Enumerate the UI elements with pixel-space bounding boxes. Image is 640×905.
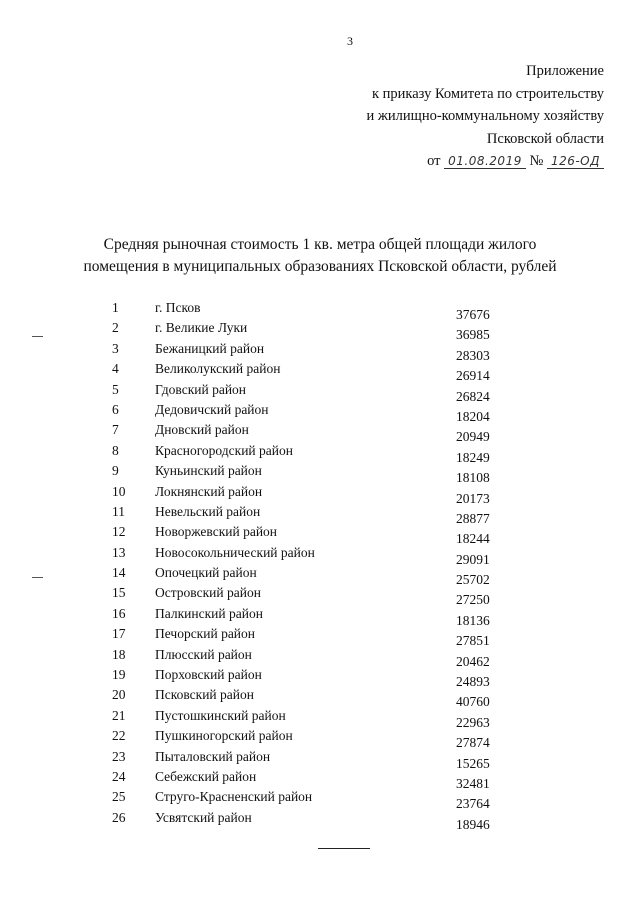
table-row [0,687,640,710]
price-value: 27874 [456,735,490,751]
row-number: 14 [112,565,126,581]
price-value: 27250 [456,592,490,608]
municipality-name: Гдовский район [155,381,247,397]
row-number: 1 [112,300,119,315]
table-row [0,524,640,547]
date-prefix: от [427,153,441,169]
number-prefix: № [529,153,544,169]
row-number: 6 [112,401,119,417]
municipality-name: Струго-Красненский район [155,789,313,805]
margin-mark [32,336,43,337]
appendix-title: Приложение [526,63,604,79]
table-row [0,565,640,588]
municipality-name: г. Псков [155,300,201,315]
price-value: 18108 [456,470,490,486]
row-number: 8 [112,442,119,458]
table-row [0,382,640,402]
municipality-name: Локнянский район [155,483,263,499]
table-row [0,300,640,320]
table-row [0,585,640,608]
row-number: 4 [112,361,119,377]
order-date-number-line [367,150,604,173]
price-value: 20949 [456,429,490,445]
table-row [0,810,640,830]
municipality-name: Бежаницкий район [155,340,265,356]
table-row [0,606,640,626]
municipality-name: Печорский район [155,626,256,642]
municipality-name: Пустошкинский район [155,707,286,723]
price-value: 37676 [456,307,490,322]
municipality-name: Опочецкий район [155,565,257,581]
table-row [0,320,640,343]
price-value: 32481 [456,775,490,791]
municipality-name: Себежский район [155,768,257,784]
table-row [0,463,640,486]
price-value: 28877 [456,510,490,526]
price-value: 20462 [456,653,490,669]
row-number: 26 [112,809,126,825]
municipality-name: Пыталовский район [155,748,271,764]
row-number: 22 [112,728,126,744]
price-value: 18249 [456,449,490,465]
row-number: 19 [112,667,126,683]
municipality-name: г. Великие Луки [155,320,248,336]
handwritten-number: 126-ОД [547,154,604,169]
handwritten-date: 01.08.2019 [444,154,526,169]
table-row [0,667,640,690]
municipality-name: Островский район [155,585,261,601]
page-number: 3 [347,34,353,48]
price-value: 27851 [456,633,490,649]
row-number: 3 [112,340,119,356]
price-value: 26824 [456,388,490,404]
price-value: 18204 [456,408,490,424]
row-number: 9 [112,463,119,479]
price-value: 40760 [456,694,490,710]
row-number: 11 [112,503,125,519]
price-value: 18136 [456,612,490,628]
price-value: 20173 [456,490,490,506]
table-row [0,749,640,769]
row-number: 24 [112,768,126,784]
closing-line [318,848,370,849]
row-number: 13 [112,544,126,560]
price-value: 23764 [456,796,490,812]
row-number: 12 [112,524,126,540]
row-number: 15 [112,585,126,601]
row-number: 21 [112,707,126,723]
table-row [0,769,640,789]
price-value: 18946 [456,816,490,832]
municipality-name: Куньинский район [155,463,262,479]
table-row [0,647,640,667]
municipality-name: Новосокольнический район [155,544,315,560]
row-number: 5 [112,381,119,397]
municipality-name: Псковский район [155,687,254,703]
table-row [0,402,640,422]
appendix-order-line: к приказу Комитета по строительству [371,85,604,102]
table-row [0,422,640,445]
table-row [0,545,640,565]
table-row [0,626,640,649]
municipality-name: Пушкиногорский район [155,728,293,744]
table-row [0,789,640,812]
municipality-name: Дновский район [155,422,249,438]
table-row [0,341,640,361]
table-row [0,728,640,751]
municipality-name: Усвятский район [155,809,252,825]
appendix-header [367,60,604,173]
price-value: 25702 [456,572,490,588]
price-value: 36985 [456,327,490,343]
price-value: 22963 [456,714,490,730]
price-value: 29091 [456,551,490,567]
price-table [0,300,640,830]
row-number: 2 [112,320,119,336]
row-number: 7 [112,422,119,438]
row-number: 10 [112,483,126,499]
municipality-name: Плюсский район [155,646,252,662]
row-number: 17 [112,626,126,642]
table-row [0,443,640,463]
municipality-name: Палкинский район [155,605,263,621]
table-row [0,484,640,504]
price-value: 26914 [456,368,490,384]
title-line-1: Средняя рыночная стоимость 1 кв. метра общей площади жилого [103,236,537,253]
municipality-name: Новоржевский район [155,524,278,540]
price-value: 15265 [456,755,490,771]
table-row [0,708,640,728]
price-value: 18244 [456,531,490,547]
row-number: 20 [112,687,126,703]
municipality-name: Дедовичский район [155,401,269,417]
municipality-name: Великолукский район [155,361,281,377]
municipality-name: Порховский район [155,667,262,683]
municipality-name: Невельский район [155,503,261,519]
row-number: 23 [112,748,126,764]
municipality-name: Красногородский район [155,442,293,458]
table-row [0,504,640,524]
margin-mark [32,577,43,578]
title-line-2: помещения в муниципальных образованиях Псковской области, рублей [83,258,557,275]
row-number: 25 [112,789,126,805]
appendix-committee-line: и жилищно-коммунальному хозяйству [366,108,604,124]
price-value: 28303 [456,347,490,363]
price-value: 24893 [456,674,490,690]
row-number: 18 [112,646,126,662]
appendix-region-line: Псковской области [486,130,604,147]
document-title [0,234,640,278]
table-row [0,361,640,384]
row-number: 16 [112,605,126,621]
